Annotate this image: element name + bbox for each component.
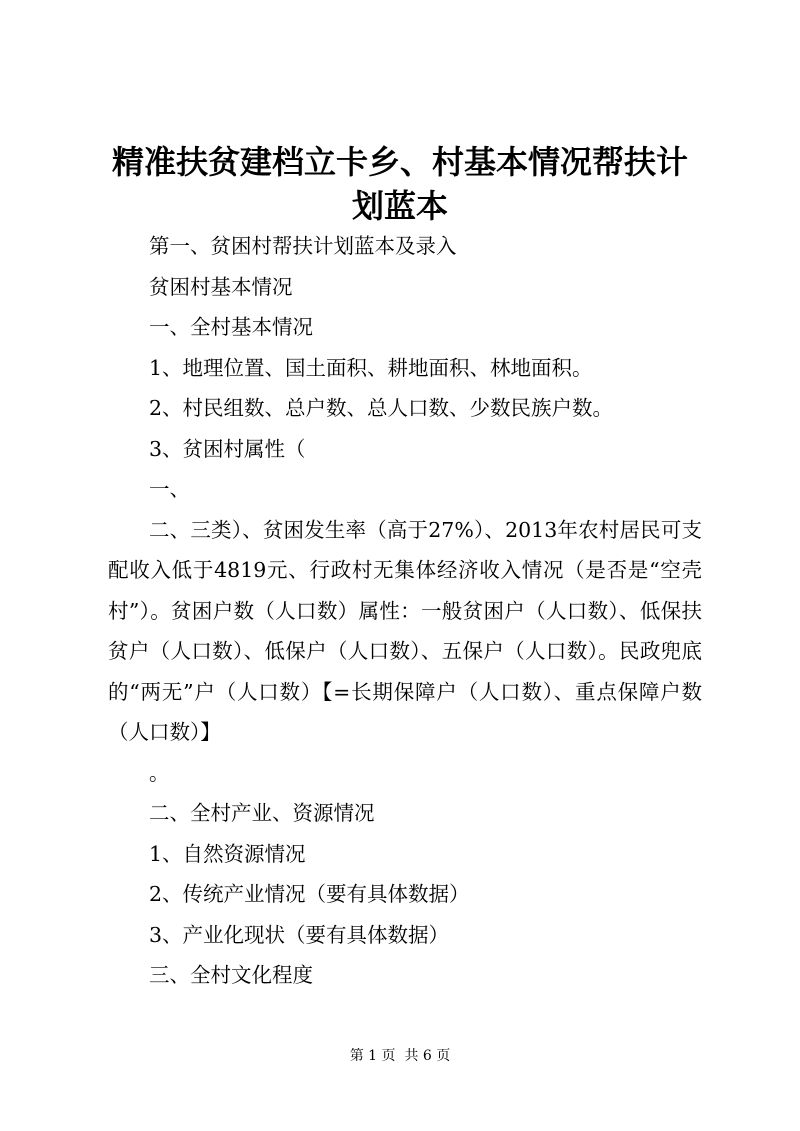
paragraph: 二、全村产业、资源情况 [149,801,375,825]
paragraph: 。 [149,760,170,785]
paragraph: 3、产业化现状（要有具体数据） [149,922,450,947]
paragraph: 三、全村文化程度 [149,963,313,987]
paragraph: 2、村民组数、总户数、总人口数、少数民族户数。 [149,396,614,420]
document-title: 精准扶贫建档立卡乡、村基本情况帮扶计划蓝本 [111,143,688,225]
paragraph: 二、三类）、贫困发生率（高于27%）、2013年农村居民可支配收入低于4819元、行政村无集体经济收入情况（是否是“空壳村”）。贫困户数（人口数）属性：一般贫困户（人口数）、低保扶贫户（人口数）、低保户（人口数）、五保户（人口数）。民政兜底的“两无”户（人口数）【=长期保障户（人口数）、重点保障户数（人口数）】 [108,517,702,744]
document-body [108,226,702,996]
paragraph: 贫困村基本情况 [149,274,293,299]
paragraph: 2、传统产业情况（要有具体数据） [149,882,470,906]
page-footer [0,1046,800,1066]
paragraph: 3、贫困村属性（ [149,436,306,461]
paragraph: 一、 [149,477,190,501]
paragraph: 1、地理位置、国土面积、耕地面积、林地面积。 [149,355,593,380]
paragraph: 1、自然资源情况 [149,841,306,866]
paragraph: 第一、贫困村帮扶计划蓝本及录入 [149,234,457,258]
paragraph: 一、全村基本情况 [149,315,313,339]
page-number-label: 第 1 页 共 6 页 [349,1048,451,1064]
